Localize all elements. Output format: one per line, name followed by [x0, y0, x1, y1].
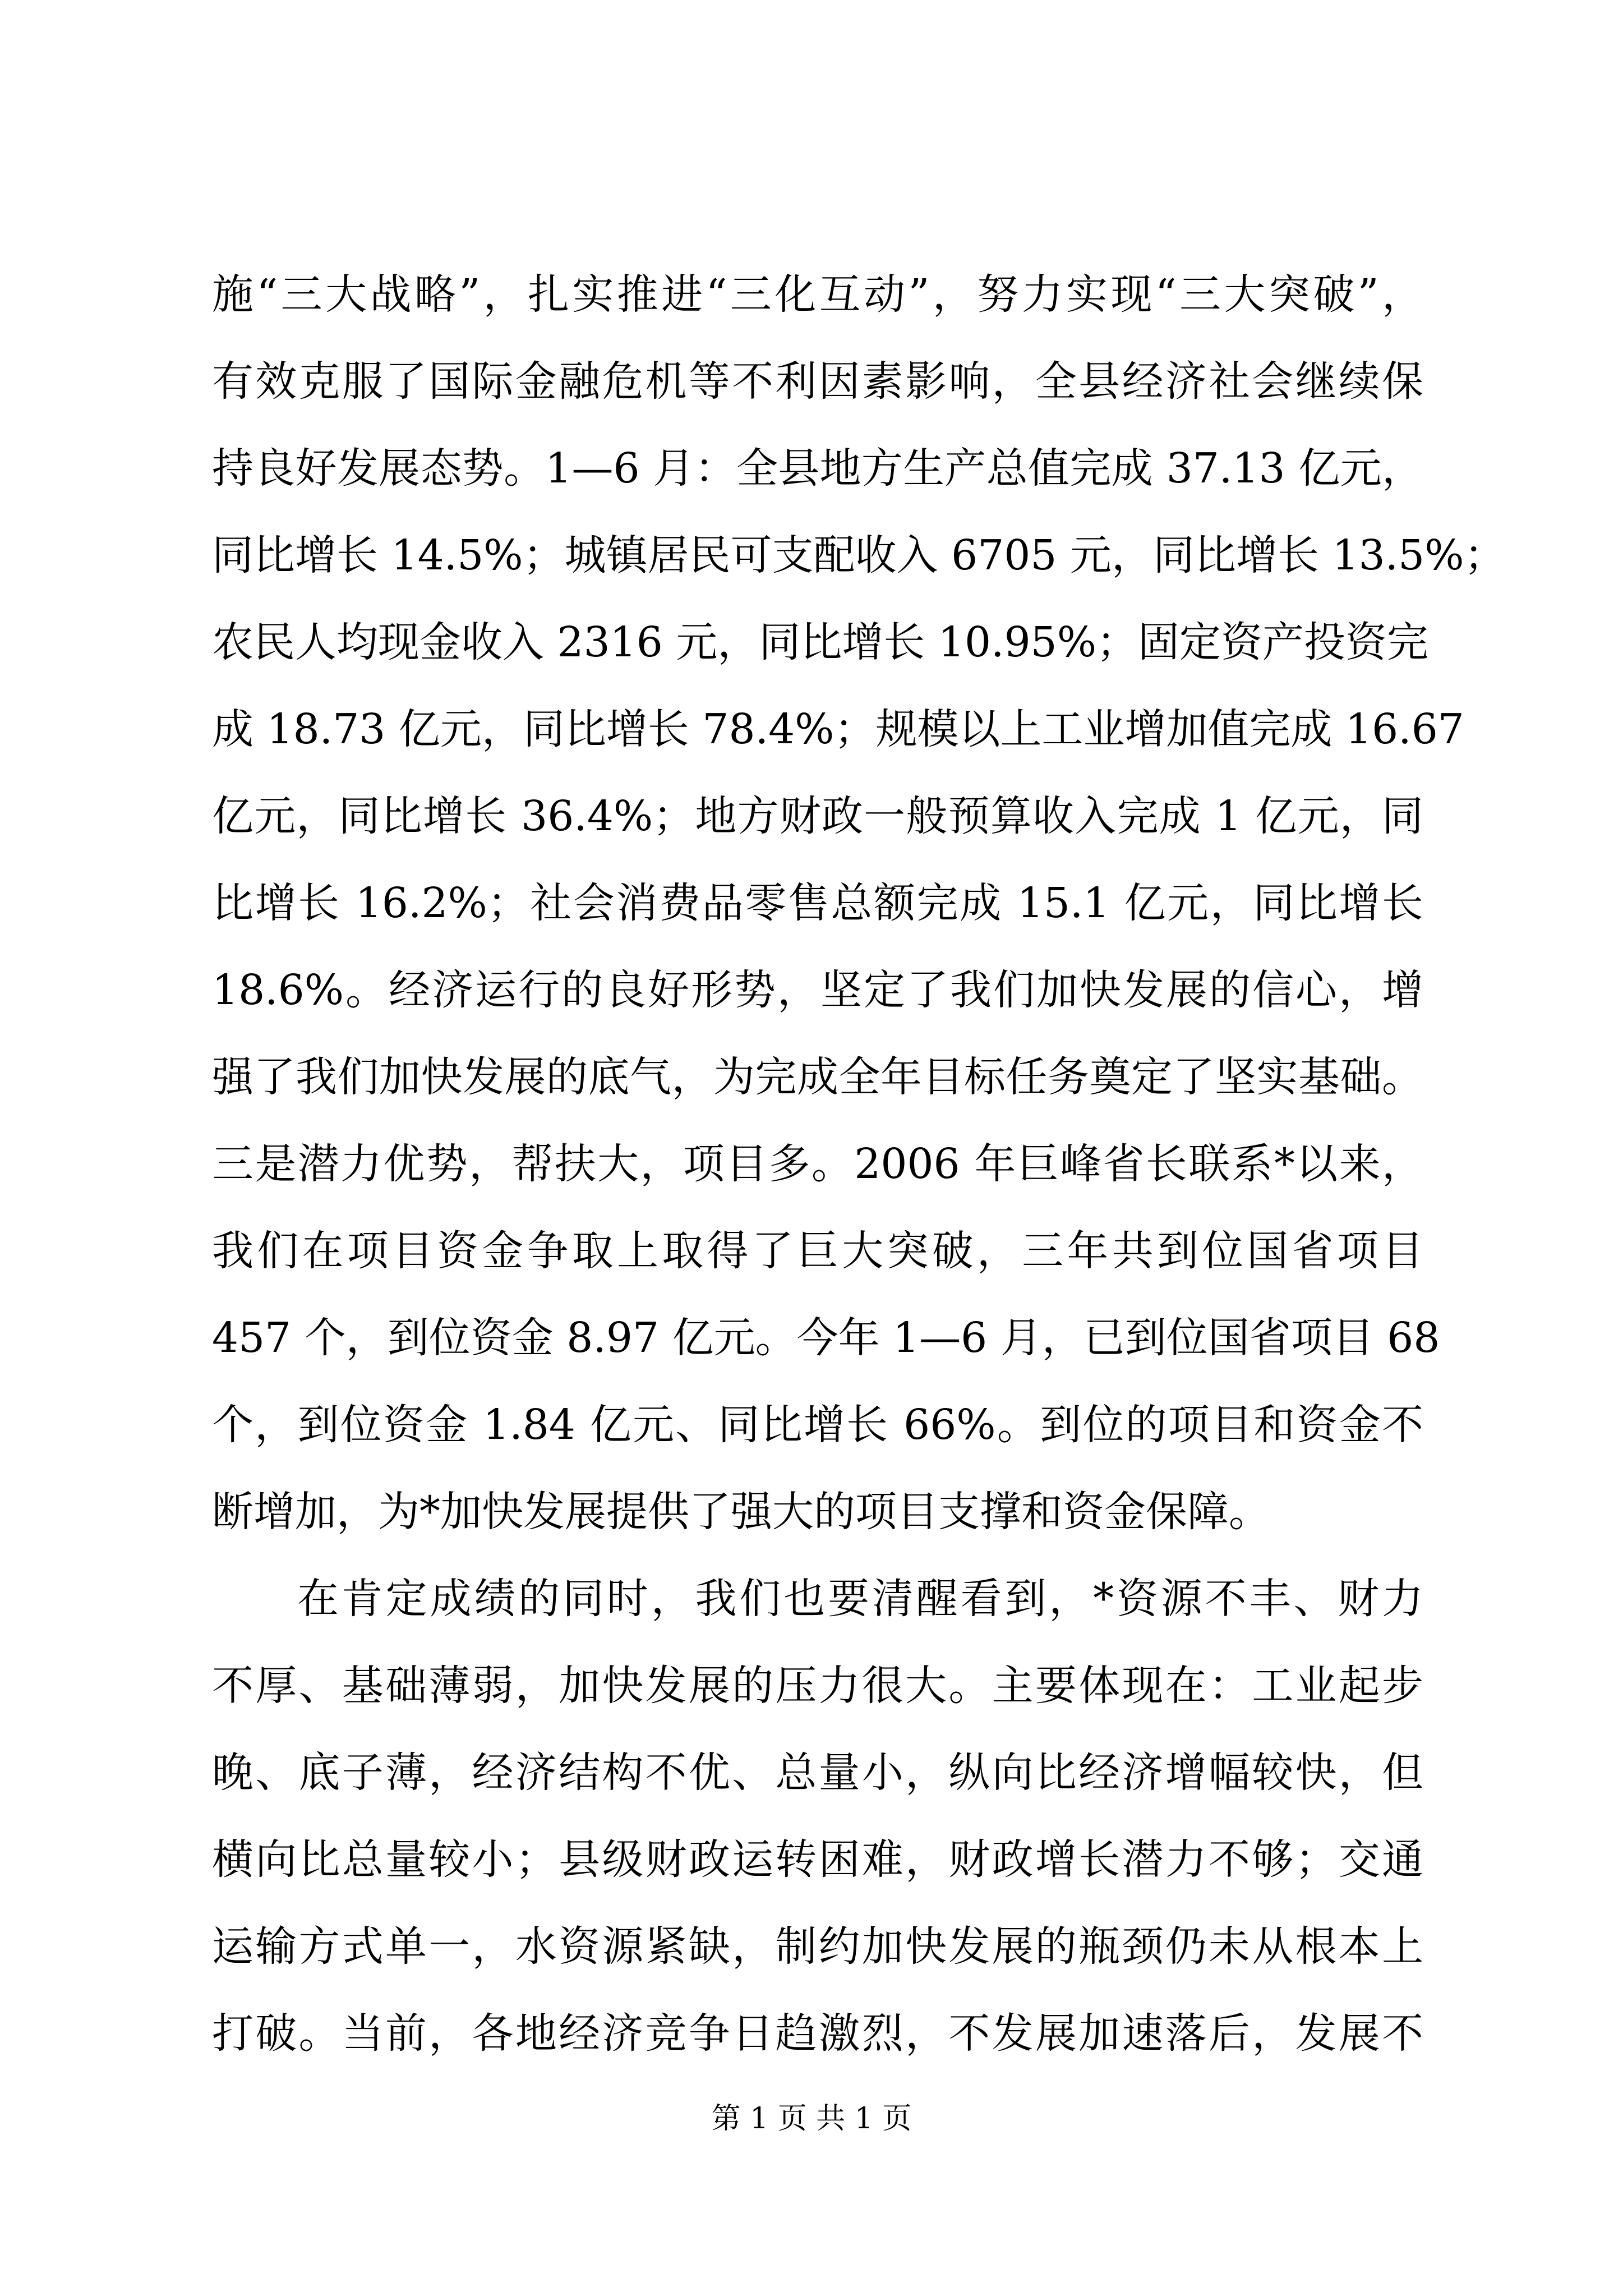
text-line: 运输方式单一，水资源紧缺，制约加快发展的瓶颈仍未从根本上	[212, 1922, 1423, 1971]
text-line: 晚、底子薄，经济结构不优、总量小，纵向比经济增幅较快，但	[212, 1749, 1423, 1797]
text-line: 457 个，到位资金 8.97 亿元。今年 1—6 月，已到位国省项目 68	[212, 1314, 1440, 1362]
text-line: 有效克服了国际金融危机等不利因素影响，全县经济社会继续保	[212, 357, 1423, 406]
text-line: 我们在项目资金争取上取得了巨大突破，三年共到位国省项目	[212, 1227, 1423, 1275]
text-line: 个，到位资金 1.84 亿元、同比增长 66%。到位的项目和资金不	[212, 1401, 1423, 1449]
text-line: 打破。当前，各地经济竞争日趋激烈，不发展加速落后，发展不	[212, 2009, 1423, 2058]
text-line: 横向比总量较小；县级财政运转困难，财政增长潜力不够；交通	[212, 1835, 1423, 1884]
text-line: 三是潜力优势，帮扶大，项目多。2006 年巨峰省长联系*以来，	[212, 1140, 1423, 1188]
text-line: 持良好发展态势。1—6 月：全县地方生产总值完成 37.13 亿元，	[212, 444, 1423, 493]
page-number-label: 第 1 页 共 1 页	[711, 2102, 912, 2136]
text-line: 强了我们加快发展的底气，为完成全年目标任务奠定了坚实基础。	[212, 1053, 1423, 1101]
paragraph-2	[212, 1556, 1423, 2077]
text-line: 农民人均现金收入 2316 元，同比增长 10.95%；固定资产投资完	[212, 618, 1429, 666]
paragraph-1	[212, 251, 1506, 1556]
document-body	[212, 251, 1506, 2077]
text-line: 亿元，同比增长 36.4%；地方财政一般预算收入完成 1 亿元，同	[212, 792, 1423, 840]
text-line: 18.6%。经济运行的良好形势，坚定了我们加快发展的信心，增	[212, 966, 1423, 1014]
text-line: 比增长 16.2%；社会消费品零售总额完成 15.1 亿元，同比增长	[212, 879, 1423, 927]
text-line: 同比增长 14.5%；城镇居民可支配收入 6705 元，同比增长 13.5%；	[212, 531, 1506, 579]
text-line: 不厚、基础薄弱，加快发展的压力很大。主要体现在：工业起步	[212, 1662, 1423, 1710]
page-footer	[0, 2099, 1623, 2138]
text-line: 施“三大战略”，扎实推进“三化互动”，努力实现“三大突破”，	[212, 270, 1423, 319]
text-line: 断增加，为*加快发展提供了强大的项目支撑和资金保障。	[212, 1488, 1270, 1536]
text-line: 成 18.73 亿元，同比增长 78.4%；规模以上工业增加值完成 16.67	[212, 705, 1464, 753]
text-line: 在肯定成绩的同时，我们也要清醒看到，*资源不丰、财力	[297, 1575, 1423, 1623]
